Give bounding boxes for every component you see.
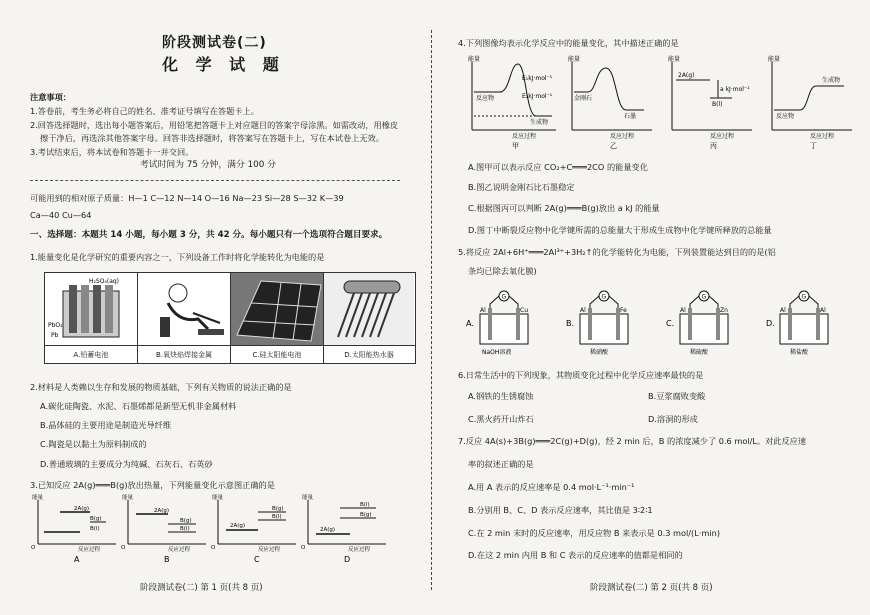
svg-text:E₂kJ·mol⁻¹: E₂kJ·mol⁻¹: [522, 93, 553, 100]
exam-title: 阶段测试卷(二): [162, 35, 267, 51]
q7-stem-1: 7.反应 4A(s)+3B(g)═══2C(g)+D(g)，经 2 min 后，B 的浓度减少了 0.6 mol/L。对此反应速: [458, 436, 807, 446]
q2-option-a: A.碳化硅陶瓷、水泥、石墨烯都是新型无机非金属材料: [40, 401, 237, 411]
svg-text:甲: 甲: [512, 142, 519, 150]
svg-text:2A(g): 2A(g): [154, 508, 170, 514]
svg-text:G: G: [701, 293, 707, 301]
svg-text:反应过程: 反应过程: [258, 547, 281, 553]
svg-text:丙: 丙: [710, 142, 717, 150]
svg-text:Fe: Fe: [620, 307, 627, 314]
note-2a: 2.回答选择题时，选出每小题答案后，用铅笔把答题卡上对应题目的答案字母涂黑。如需改动，用橡皮: [30, 120, 399, 130]
q2-option-b: B.晶体硅的主要用途是制造光导纤维: [40, 420, 172, 430]
svg-text:丁: 丁: [810, 142, 817, 150]
svg-text:反应物: 反应物: [776, 113, 795, 120]
svg-text:B(g): B(g): [180, 518, 192, 524]
q3-diagrams: [30, 494, 390, 566]
svg-text:2A(g): 2A(g): [230, 523, 246, 529]
q3-diagram-c: [211, 493, 296, 553]
svg-text:能量: 能量: [122, 495, 134, 501]
exam-time: 考试时间为 75 分钟，满分 100 分: [140, 160, 276, 170]
svg-text:能量: 能量: [32, 495, 44, 501]
svg-text:Cu: Cu: [520, 307, 528, 314]
svg-text:反应过程: 反应过程: [512, 133, 537, 140]
svg-text:B(g): B(g): [90, 516, 102, 522]
notes-heading: 注意事项：: [30, 92, 71, 102]
q4-diagram-yi: [568, 55, 652, 140]
svg-text:C: C: [254, 555, 260, 564]
q3-diagram-d: [301, 493, 386, 553]
svg-text:能量: 能量: [568, 56, 581, 63]
svg-text:B(g): B(g): [360, 512, 372, 518]
svg-text:PbO₂: PbO₂: [48, 322, 63, 329]
q4-option-b: B.图乙说明金刚石比石墨稳定: [468, 182, 575, 192]
svg-text:O: O: [211, 545, 216, 551]
atomic-mass-line2: Ca—40 Cu—64: [30, 210, 92, 220]
svg-text:反应过程: 反应过程: [710, 133, 735, 140]
q4-option-c: C.根据图丙可以判断 2A(g)═══B(g)放出 a kJ 的能量: [468, 203, 660, 213]
q5-cell-c: [666, 291, 728, 356]
q6-stem: 6.日常生活中的下列现象，其物质变化过程中化学反应速率最快的是: [458, 370, 704, 380]
svg-text:D.: D.: [766, 319, 775, 328]
svg-text:a kJ·mol⁻¹: a kJ·mol⁻¹: [720, 86, 750, 93]
svg-text:B(g): B(g): [272, 506, 284, 512]
svg-text:2A(g): 2A(g): [74, 506, 90, 512]
svg-text:2A(g): 2A(g): [678, 72, 695, 79]
q2-option-c: C.陶瓷是以黏土为原料制成的: [40, 439, 147, 449]
svg-text:E₁kJ·mol⁻¹: E₁kJ·mol⁻¹: [522, 75, 553, 82]
q7-option-b: B.分别用 B、C、D 表示反应速率，其比值是 3∶2∶1: [468, 505, 653, 515]
q6-option-c: C.黑火药开山炸石: [468, 414, 534, 424]
svg-text:B(l): B(l): [90, 526, 100, 532]
svg-text:B(l): B(l): [360, 502, 370, 508]
svg-text:Al: Al: [480, 307, 486, 314]
q4-diagram-jia: [468, 55, 556, 140]
q4-stem: 4.下列图像均表示化学反应中的能量变化，其中描述正确的是: [458, 38, 679, 48]
q1-stem: 1.能量变化是化学研究的重要内容之一，下列设备工作时将化学能转化为电能的是: [30, 252, 325, 262]
q4-option-a: A.图甲可以表示反应 CO₂+C═══2CO 的能量变化: [468, 162, 648, 172]
q2-stem: 2.材料是人类赖以生存和发展的物质基础，下列有关物质的说法正确的是: [30, 382, 292, 392]
lead-battery-image: [45, 273, 137, 345]
page-divider: [431, 30, 432, 590]
svg-text:反应物: 反应物: [476, 95, 495, 102]
q2-option-d: D.普通玻璃的主要成分为纯碱、石灰石、石英砂: [40, 459, 213, 469]
svg-text:2A(g): 2A(g): [320, 527, 336, 533]
svg-text:石墨: 石墨: [624, 113, 637, 120]
q1-image-strip: [44, 272, 416, 364]
svg-text:反应过程: 反应过程: [78, 547, 101, 553]
note-2b: 擦干净后，再选涂其他答案字母。回答非选择题时，将答案写在答题卡上，写在本试卷上无效。: [40, 133, 384, 143]
svg-text:能量: 能量: [212, 495, 224, 501]
svg-text:生成物: 生成物: [822, 77, 841, 84]
section-heading: 一、选择题：本题共 14 小题，每小题 3 分，共 42 分。每小题只有一个选项符合题目要求。: [30, 230, 388, 240]
svg-text:Zn: Zn: [720, 307, 728, 314]
solar-panel-image: [231, 273, 323, 345]
svg-text:能量: 能量: [668, 56, 681, 63]
svg-text:G: G: [801, 293, 807, 301]
q5-cell-d: [766, 291, 828, 356]
left-page: [0, 0, 430, 615]
svg-text:Al: Al: [680, 307, 686, 314]
svg-text:O: O: [301, 545, 306, 551]
welding-image: [138, 273, 230, 345]
q3-diagram-b: [121, 493, 206, 553]
q7-option-d: D.在这 2 min 内用 B 和 C 表示的反应速率的值都是相同的: [468, 550, 683, 560]
svg-text:B.: B.: [566, 319, 575, 328]
q5-apparatus: [462, 286, 862, 358]
svg-text:能量: 能量: [302, 495, 314, 501]
svg-text:Al: Al: [580, 307, 586, 314]
atomic-mass-line1: 可能用到的相对原子质量：H—1 C—12 N—14 O—16 Na—23 Si—28 S—32 K—39: [30, 193, 344, 203]
svg-text:D: D: [344, 555, 351, 564]
q3-stem: 3.已知反应 2A(g)═══B(g)放出热量，下列能量变化示意图正确的是: [30, 480, 275, 490]
svg-text:G: G: [601, 293, 607, 301]
svg-text:乙: 乙: [610, 142, 617, 150]
right-page: [440, 0, 870, 615]
q4-diagrams: [460, 54, 860, 150]
q1-caption-c: C.硅太阳能电池: [252, 351, 302, 359]
note-1: 1.答卷前，考生务必将自己的姓名、准考证号填写在答题卡上。: [30, 106, 259, 116]
svg-text:金刚石: 金刚石: [574, 95, 593, 102]
q3-diagram-a: [31, 493, 116, 553]
svg-text:稀盐酸: 稀盐酸: [790, 349, 809, 356]
svg-text:G: G: [501, 293, 507, 301]
svg-text:NaOH溶液: NaOH溶液: [482, 349, 512, 356]
svg-text:A.: A.: [466, 319, 474, 328]
q1-caption-a: A.铅蓄电池: [73, 351, 109, 359]
svg-text:稀硝酸: 稀硝酸: [590, 349, 609, 356]
q1-caption-b: B.氧炔焰焊接金属: [155, 351, 213, 359]
note-3: 3.考试结束后，将本试卷和答题卡一并交回。: [30, 147, 194, 157]
q6-option-b: B.豆浆腐败变酸: [648, 391, 706, 401]
svg-text:B(l): B(l): [272, 514, 282, 520]
svg-text:H₂SO₄(aq): H₂SO₄(aq): [89, 278, 120, 285]
svg-text:B(l): B(l): [712, 101, 723, 108]
svg-text:反应过程: 反应过程: [810, 133, 835, 140]
svg-text:反应过程: 反应过程: [168, 547, 191, 553]
q6-option-d: D.溶洞的形成: [648, 414, 698, 424]
q7-option-a: A.用 A 表示的反应速率是 0.4 mol·L⁻¹·min⁻¹: [468, 482, 635, 492]
footer-right: 阶段测试卷(二) 第 2 页(共 8 页): [590, 583, 713, 593]
svg-text:Al: Al: [780, 307, 786, 314]
svg-text:反应过程: 反应过程: [348, 547, 371, 553]
svg-text:B(l): B(l): [180, 526, 190, 532]
svg-text:生成物: 生成物: [530, 119, 549, 126]
svg-text:Pb: Pb: [51, 332, 59, 339]
svg-text:O: O: [31, 545, 36, 551]
q4-diagram-ding: [768, 55, 852, 140]
q4-diagram-bing: [668, 55, 752, 140]
q7-option-c: C.在 2 min 末时的反应速率，用反应物 B 来表示是 0.3 mol/(L·min): [468, 528, 721, 538]
q1-caption-d: D.太阳能热水器: [344, 351, 394, 359]
q6-option-a: A.钢铁的生锈腐蚀: [468, 391, 534, 401]
svg-text:Al: Al: [820, 307, 826, 314]
notes-divider: [30, 180, 400, 181]
svg-text:B: B: [164, 555, 170, 564]
svg-text:A: A: [74, 555, 80, 564]
q5-stem-2: 条均已除去氧化膜): [468, 266, 537, 276]
q5-cell-a: [466, 291, 528, 356]
solar-water-heater-image: [324, 273, 414, 345]
svg-text:稀硫酸: 稀硫酸: [690, 349, 709, 356]
svg-text:C.: C.: [666, 319, 675, 328]
q7-stem-2: 率的叙述正确的是: [468, 459, 534, 469]
exam-subject: 化 学 试 题: [162, 55, 285, 74]
q5-stem-1: 5.将反应 2Al+6H⁺═══2Al³⁺+3H₂↑的化学能转化为电能，下列装置能达到目的的是(铝: [458, 247, 776, 257]
footer-left: 阶段测试卷(二) 第 1 页(共 8 页): [140, 583, 263, 593]
svg-text:能量: 能量: [768, 56, 781, 63]
q5-cell-b: [566, 291, 628, 356]
svg-text:反应过程: 反应过程: [610, 133, 635, 140]
svg-text:O: O: [121, 545, 126, 551]
svg-text:能量: 能量: [468, 56, 481, 63]
q4-option-d: D.图丁中断裂反应物中化学键所需的总能量大于形成生成物中化学键所释放的总能量: [468, 225, 772, 235]
